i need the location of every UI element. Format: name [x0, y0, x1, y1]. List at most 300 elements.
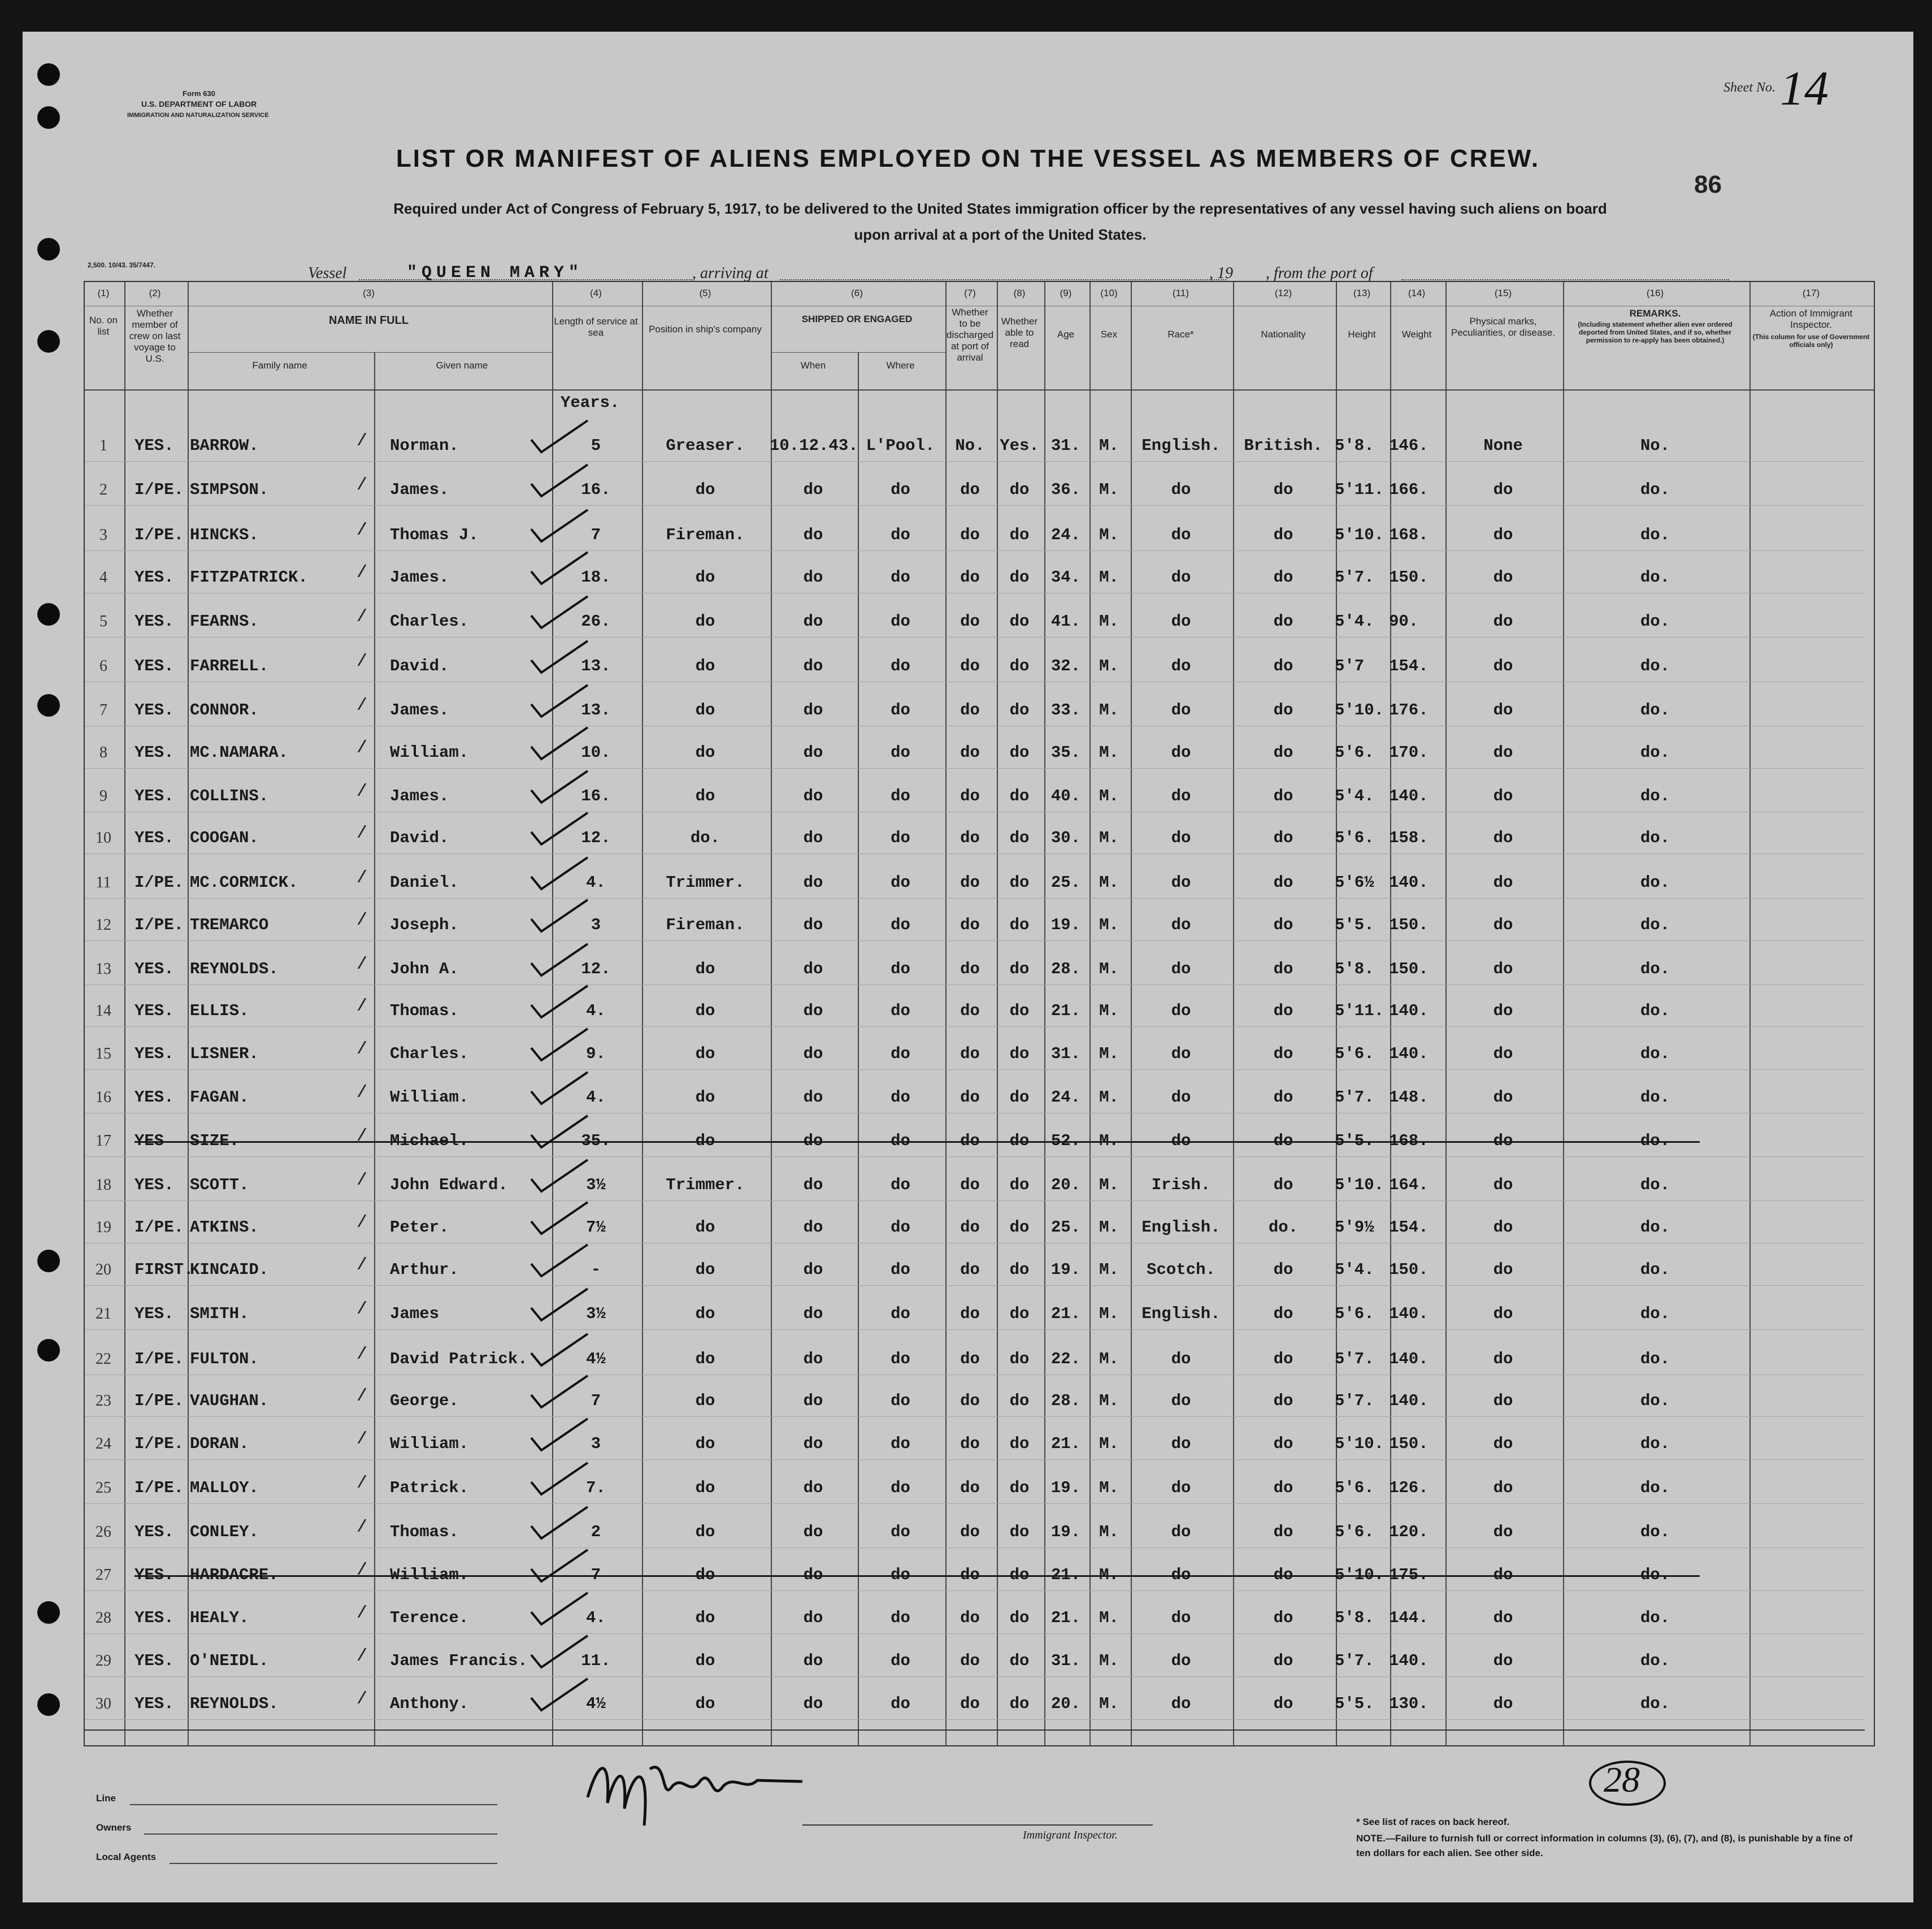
cell-family-name: CONNOR. [190, 701, 259, 719]
cell-able-to-read: do [1009, 1651, 1030, 1670]
cell-family-name: COLLINS. [190, 787, 269, 805]
cell-able-to-read: do [1009, 480, 1030, 499]
cell-able-to-read: do [1009, 1044, 1030, 1063]
cell-given-name: David Patrick. [390, 1350, 528, 1368]
cell-race: do [1171, 787, 1191, 805]
cell-shipped-when: do [803, 1392, 823, 1410]
cell-given-name: Daniel. [390, 873, 459, 892]
row-ruling [85, 1459, 1865, 1460]
cell-discharged: do [960, 1523, 980, 1541]
check-mark-icon [526, 1025, 593, 1065]
cell-prev-voyage: YES. [134, 1609, 174, 1627]
check-mark-icon [526, 1199, 593, 1238]
cell-row-number: 4 [99, 569, 107, 586]
cell-position: do [695, 568, 715, 587]
cell-race: do [1171, 873, 1191, 892]
cell-row-number: 23 [95, 1392, 111, 1410]
cell-height: 5'7 [1335, 657, 1365, 675]
cell-position: do [695, 612, 715, 631]
column-divider [1749, 282, 1751, 1745]
penalty-note: NOTE.—Failure to furnish full or correct information in columns (3), (6), (7), and (8), is punishable by a fine of ten dollars for each alien. See other side. [1356, 1833, 1853, 1858]
cell-family-name: ELLIS. [190, 1002, 249, 1020]
cell-nationality: do [1273, 568, 1293, 587]
cell-given-name: William. [390, 1088, 469, 1107]
cell-height: 5'7. [1335, 1350, 1374, 1368]
cell-discharged: do [960, 612, 980, 631]
cell-shipped-where: do [891, 916, 910, 934]
column-header-c1: No. on list [89, 315, 118, 337]
cell-discharged: No. [955, 436, 985, 455]
cell-able-to-read: do [1009, 1350, 1030, 1368]
cell-able-to-read: do [1009, 568, 1030, 587]
cell-position: do [695, 480, 715, 499]
vessel-name: "QUEEN MARY" [407, 263, 584, 283]
cell-row-number: 8 [99, 744, 107, 761]
footer-agents-field [170, 1863, 497, 1864]
cell-discharged: do [960, 1651, 980, 1670]
column-number-c17: (17) [1802, 288, 1820, 298]
check-mark-icon [526, 593, 593, 632]
cell-sex: M. [1099, 1044, 1119, 1063]
cell-age: 35. [1050, 743, 1081, 762]
cell-age: 25. [1050, 1218, 1081, 1237]
check-mark-icon [526, 940, 593, 980]
cell-family-name: LISNER. [190, 1044, 259, 1063]
cell-race: English. [1141, 1304, 1221, 1323]
cell-nationality: do [1273, 1392, 1293, 1410]
cell-family-name: KINCAID. [190, 1260, 269, 1279]
cell-position: do [695, 743, 715, 762]
cell-age: 36. [1050, 480, 1081, 499]
cell-sex: M. [1099, 436, 1119, 455]
cell-height: 5'6. [1335, 1044, 1374, 1063]
corner-number: 86 [1694, 171, 1722, 198]
year-label: , 19 [1209, 265, 1233, 282]
cell-sex: M. [1099, 1350, 1119, 1368]
column-number-c10: (10) [1100, 288, 1118, 298]
cell-weight: 146. [1389, 436, 1429, 455]
cell-service-years: 3½ [586, 1304, 606, 1323]
cell-height: 5'8. [1335, 1609, 1374, 1627]
cell-discharged: do [960, 743, 980, 762]
cell-height: 5'4. [1335, 787, 1374, 805]
cell-sex: M. [1099, 1434, 1119, 1453]
cell-family-name: MALLOY. [190, 1479, 259, 1497]
shipped-subheader-divider [771, 352, 945, 353]
cell-shipped-when: 10.12.43. [770, 436, 858, 455]
cell-prev-voyage: YES. [134, 1002, 174, 1020]
row-ruling [85, 1633, 1865, 1634]
cell-given-name: Thomas. [390, 1523, 459, 1541]
cell-weight: 154. [1389, 657, 1429, 675]
cell-age: 41. [1050, 612, 1081, 631]
cell-given-name: Thomas. [390, 1002, 459, 1020]
cell-physical-marks: do [1493, 657, 1513, 675]
cell-height: 5'6. [1335, 743, 1374, 762]
binder-hole [37, 106, 60, 129]
cell-service-years: 4½ [586, 1350, 606, 1368]
cell-row-number: 7 [99, 701, 107, 719]
cell-given-name: Terence. [390, 1609, 469, 1627]
table-bottom-rule [85, 1729, 1865, 1731]
cell-physical-marks: do [1493, 1434, 1513, 1453]
cell-shipped-where: do [891, 960, 910, 978]
cell-able-to-read: do [1009, 1132, 1030, 1150]
cell-shipped-when: do [803, 1304, 823, 1323]
cell-given-name: James. [390, 787, 449, 805]
cell-service-years: 3 [591, 916, 601, 934]
cell-family-name: FARRELL. [190, 657, 269, 675]
cell-able-to-read: do [1009, 743, 1030, 762]
check-mark-icon [526, 982, 593, 1022]
cell-physical-marks: do [1493, 1479, 1513, 1497]
cell-remarks: do. [1640, 1088, 1670, 1107]
cell-shipped-where: do [891, 568, 910, 587]
cell-sex: M. [1099, 1566, 1119, 1584]
cell-physical-marks: do [1493, 701, 1513, 719]
column-header-c13: Height [1348, 329, 1376, 340]
row-ruling [85, 1069, 1865, 1070]
cell-position: do [695, 1651, 715, 1670]
cell-able-to-read: do [1009, 1218, 1030, 1237]
cell-remarks: do. [1640, 480, 1670, 499]
cell-height: 5'5. [1335, 916, 1374, 934]
cell-age: 30. [1050, 829, 1081, 847]
cell-shipped-when: do [803, 1088, 823, 1107]
check-mark-icon [526, 768, 593, 807]
cell-sex: M. [1099, 1392, 1119, 1410]
column-header-c5: Position in ship's company [649, 324, 762, 335]
cell-given-name: James. [390, 701, 449, 719]
cell-remarks: do. [1640, 960, 1670, 978]
column-subheader-c6a: When [800, 360, 826, 371]
cell-prev-voyage: I/PE. [134, 526, 184, 544]
cell-shipped-where: do [891, 526, 910, 544]
cell-nationality: do [1273, 1350, 1293, 1368]
cell-remarks: do. [1640, 612, 1670, 631]
cell-row-number: 22 [95, 1350, 111, 1368]
cell-remarks: No. [1640, 436, 1670, 455]
cell-position: do [695, 1218, 715, 1237]
binder-hole [37, 1601, 60, 1624]
cell-height: 5'6½ [1335, 873, 1374, 892]
cell-sex: M. [1099, 1479, 1119, 1497]
cell-sex: M. [1099, 612, 1119, 631]
cell-given-name: Peter. [390, 1218, 449, 1237]
cell-race: do [1171, 1350, 1191, 1368]
cell-shipped-where: do [891, 1523, 910, 1541]
cell-weight: 90. [1389, 612, 1419, 631]
check-mark-icon [526, 1589, 593, 1629]
check-mark-icon [526, 1156, 593, 1196]
cell-prev-voyage: YES. [134, 612, 174, 631]
cell-height: 5'10. [1335, 701, 1384, 719]
cell-shipped-where: do [891, 480, 910, 499]
check-mark-icon [526, 1112, 593, 1152]
cell-discharged: do [960, 1350, 980, 1368]
cell-physical-marks: do [1493, 1132, 1513, 1150]
cell-discharged: do [960, 1304, 980, 1323]
cell-sex: M. [1099, 480, 1119, 499]
column-subheader-c3a: Family name [252, 360, 307, 371]
cell-nationality: do [1273, 829, 1293, 847]
cell-family-name: REYNOLDS. [190, 960, 279, 978]
cell-service-years: 9. [586, 1044, 606, 1063]
cell-nationality: do [1273, 1609, 1293, 1627]
cell-remarks: do. [1640, 1044, 1670, 1063]
cell-height: 5'6. [1335, 1523, 1374, 1541]
row-ruling [85, 637, 1865, 638]
arriving-field-line [780, 279, 1226, 280]
binder-hole [37, 238, 60, 261]
cell-given-name: David. [390, 829, 449, 847]
cell-shipped-when: do [803, 612, 823, 631]
cell-prev-voyage: I/PE. [134, 916, 184, 934]
cell-discharged: do [960, 701, 980, 719]
cell-position: do [695, 701, 715, 719]
cell-discharged: do [960, 1002, 980, 1020]
cell-race: do [1171, 1088, 1191, 1107]
handwritten-signature [576, 1735, 814, 1831]
cell-given-name: James [390, 1304, 440, 1323]
cell-discharged: do [960, 1088, 980, 1107]
cell-prev-voyage: YES. [134, 1176, 174, 1194]
inspector-signature-line [802, 1824, 1153, 1826]
cell-discharged: do [960, 960, 980, 978]
print-code: 2,500. 10/43. 35/7447. [88, 261, 156, 269]
form-number: Form 630 [183, 89, 215, 98]
cell-physical-marks: do [1493, 1304, 1513, 1323]
cell-row-number: 27 [95, 1566, 111, 1584]
cell-able-to-read: do [1009, 657, 1030, 675]
check-mark-icon [526, 461, 593, 501]
column-header-c16: REMARKS. [1629, 308, 1681, 319]
check-mark-icon [526, 1546, 593, 1586]
cell-able-to-read: do [1009, 873, 1030, 892]
cell-position: do [695, 1002, 715, 1020]
cell-service-years: 7 [591, 1392, 601, 1410]
binder-hole [37, 694, 60, 717]
cell-nationality: do [1273, 1176, 1293, 1194]
check-mark-icon [526, 896, 593, 936]
cell-race: do [1171, 1044, 1191, 1063]
cell-sex: M. [1099, 916, 1119, 934]
row-ruling [85, 853, 1865, 854]
row-ruling [85, 1719, 1865, 1720]
column-header-c3: NAME IN FULL [328, 314, 409, 327]
cell-prev-voyage: YES. [134, 1566, 174, 1584]
cell-given-name: John A. [390, 960, 459, 978]
cell-row-number: 18 [95, 1176, 111, 1194]
cell-service-years: 4. [586, 873, 606, 892]
cell-race: do [1171, 1002, 1191, 1020]
cell-remarks: do. [1640, 1218, 1670, 1237]
check-mark-icon [526, 809, 593, 849]
cell-race: do [1171, 1523, 1191, 1541]
cell-service-years: 7. [586, 1479, 606, 1497]
cell-race: do [1171, 526, 1191, 544]
cell-prev-voyage: YES. [134, 1088, 174, 1107]
cell-remarks: do. [1640, 1434, 1670, 1453]
cell-shipped-when: do [803, 1260, 823, 1279]
cell-race: Irish. [1151, 1176, 1211, 1194]
cell-shipped-where: do [891, 1304, 910, 1323]
cell-sex: M. [1099, 829, 1119, 847]
strike-through-line [134, 1575, 1700, 1577]
cell-position: do [695, 1350, 715, 1368]
cell-prev-voyage: YES. [134, 829, 174, 847]
cell-position: do [695, 960, 715, 978]
cell-shipped-when: do [803, 829, 823, 847]
cell-able-to-read: do [1009, 526, 1030, 544]
cell-shipped-when: do [803, 657, 823, 675]
check-mark-icon [526, 1503, 593, 1543]
cell-given-name: Charles. [390, 1044, 469, 1063]
cell-height: 5'7. [1335, 1651, 1374, 1670]
cell-service-years: 12. [581, 960, 611, 978]
races-note: * See list of races on back hereof. [1356, 1817, 1510, 1827]
cell-row-number: 28 [95, 1609, 111, 1627]
binder-hole [37, 63, 60, 86]
cell-nationality: do [1273, 1651, 1293, 1670]
cell-able-to-read: do [1009, 1176, 1030, 1194]
column-number-c7: (7) [964, 288, 976, 298]
cell-age: 20. [1050, 1694, 1081, 1713]
cell-shipped-when: do [803, 1479, 823, 1497]
header-divider [85, 389, 1874, 391]
cell-position: Greaser. [666, 436, 745, 455]
cell-weight: 150. [1389, 916, 1429, 934]
cell-age: 24. [1050, 526, 1081, 544]
column-divider [188, 282, 189, 1745]
cell-position: do [695, 1434, 715, 1453]
cell-physical-marks: do [1493, 743, 1513, 762]
cell-service-years: 13. [581, 657, 611, 675]
check-mark-icon [526, 682, 593, 721]
cell-age: 31. [1050, 1651, 1081, 1670]
cell-service-years: 7½ [586, 1218, 606, 1237]
cell-able-to-read: do [1009, 612, 1030, 631]
column-header-c8: Whether able to read [1001, 316, 1038, 349]
cell-sex: M. [1099, 1002, 1119, 1020]
cell-row-number: 6 [99, 657, 107, 675]
cell-discharged: do [960, 1392, 980, 1410]
cell-race: do [1171, 612, 1191, 631]
cell-able-to-read: do [1009, 1304, 1030, 1323]
name-subheader-divider [188, 352, 552, 353]
cell-race: do [1171, 480, 1191, 499]
cell-remarks: do. [1640, 916, 1670, 934]
cell-discharged: do [960, 1260, 980, 1279]
cell-shipped-when: do [803, 1132, 823, 1150]
cell-shipped-where: do [891, 873, 910, 892]
row-ruling [85, 550, 1865, 551]
cell-weight: 140. [1389, 1651, 1429, 1670]
cell-given-name: Michael. [390, 1132, 469, 1150]
cell-row-number: 2 [99, 481, 107, 498]
cell-nationality: do [1273, 873, 1293, 892]
cell-prev-voyage: I/PE. [134, 1434, 184, 1453]
cell-service-years: 4. [586, 1609, 606, 1627]
cell-family-name: COOGAN. [190, 829, 259, 847]
cell-position: do [695, 657, 715, 675]
cell-age: 19. [1050, 1260, 1081, 1279]
cell-height: 5'11. [1335, 480, 1384, 499]
cell-sex: M. [1099, 743, 1119, 762]
column-number-c3: (3) [363, 288, 375, 298]
cell-sex: M. [1099, 1523, 1119, 1541]
circled-count: 28 [1604, 1759, 1640, 1800]
column-number-c12: (12) [1274, 288, 1292, 298]
cell-row-number: 9 [99, 787, 107, 805]
column-header-c14: Weight [1401, 329, 1432, 340]
cell-remarks: do. [1640, 1304, 1670, 1323]
arriving-label: , arriving at [692, 265, 769, 282]
cell-race: do [1171, 701, 1191, 719]
cell-able-to-read: do [1009, 1566, 1030, 1584]
cell-age: 24. [1050, 1088, 1081, 1107]
cell-height: 5'11. [1335, 1002, 1384, 1020]
cell-given-name: John Edward. [390, 1176, 508, 1194]
cell-able-to-read: do [1009, 960, 1030, 978]
cell-age: 19. [1050, 916, 1081, 934]
cell-discharged: do [960, 1176, 980, 1194]
cell-family-name: TREMARCO [190, 916, 269, 934]
cell-family-name: DORAN. [190, 1434, 249, 1453]
cell-age: 20. [1050, 1176, 1081, 1194]
cell-row-number: 1 [99, 437, 107, 454]
cell-age: 32. [1050, 657, 1081, 675]
cell-service-years: 35. [581, 1132, 611, 1150]
cell-race: do [1171, 1609, 1191, 1627]
cell-nationality: do [1273, 657, 1293, 675]
cell-service-years: 16. [581, 480, 611, 499]
cell-race: do [1171, 829, 1191, 847]
cell-shipped-where: do [891, 1609, 910, 1627]
row-ruling [85, 461, 1865, 462]
footer-owners-field [144, 1833, 497, 1835]
cell-position: do [695, 1088, 715, 1107]
cell-remarks: do. [1640, 743, 1670, 762]
cell-race: do [1171, 1479, 1191, 1497]
cell-weight: 140. [1389, 1392, 1429, 1410]
cell-prev-voyage: I/PE. [134, 1479, 184, 1497]
page-title: LIST OR MANIFEST OF ALIENS EMPLOYED ON THE VESSEL AS MEMBERS OF CREW. [396, 145, 1540, 172]
cell-sex: M. [1099, 1132, 1119, 1150]
cell-sex: M. [1099, 1694, 1119, 1713]
row-ruling [85, 1416, 1865, 1417]
cell-shipped-when: do [803, 1434, 823, 1453]
cell-service-years: 2 [591, 1523, 601, 1541]
cell-height: 5'10. [1335, 1566, 1384, 1584]
cell-shipped-where: do [891, 612, 910, 631]
cell-height: 5'7. [1335, 568, 1374, 587]
cell-weight: 154. [1389, 1218, 1429, 1237]
cell-prev-voyage: I/PE. [134, 480, 184, 499]
cell-nationality: do [1273, 743, 1293, 762]
cell-weight: 164. [1389, 1176, 1429, 1194]
cell-nationality: do [1273, 1132, 1293, 1150]
cell-shipped-where: do [891, 1132, 910, 1150]
check-mark-icon [526, 1069, 593, 1108]
cell-family-name: CONLEY. [190, 1523, 259, 1541]
cell-age: 21. [1050, 1304, 1081, 1323]
cell-row-number: 17 [95, 1132, 111, 1150]
cell-position: do [695, 1260, 715, 1279]
cell-physical-marks: do [1493, 873, 1513, 892]
cell-row-number: 29 [95, 1652, 111, 1670]
cell-nationality: do [1273, 1260, 1293, 1279]
